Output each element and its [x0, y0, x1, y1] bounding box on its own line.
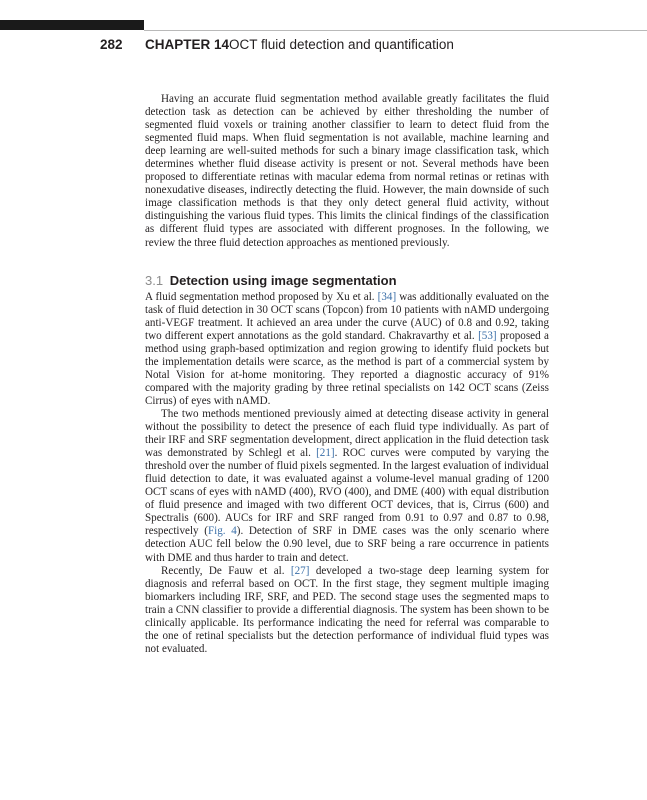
paragraph-text: Recently, De Fauw et al.	[161, 564, 291, 577]
section-heading	[145, 273, 549, 289]
section-title: Detection using image segmentation	[169, 272, 397, 288]
paragraph-text: The two methods mentioned previously aimed at detecting disease activity in general without the possibility to detect the presence of each fluid type individually. As part of their IRF and SRF segmentation development, direct application in the fluid detection task was demonstrated by Schlegl et al.	[145, 407, 549, 460]
running-head	[0, 36, 647, 54]
reference-link[interactable]: [34]	[377, 290, 397, 303]
paragraph-text: developed a two-stage deep learning system for diagnosis and referral based on OCT. In the first stage, they segment multiple imaging biomarkers including IRF, SRF, and PED. The second stage uses the segmented maps to train a CNN classifier to provide a differential diagnosis. The system has been shown to be clinically applicable. Its performance indicating the need for referral was comparable to the one of retinal specialists but the detection performance of individual fluid types was not evaluated.	[145, 564, 549, 655]
paragraph-text: was additionally evaluated on the task of fluid detection in 30 OCT scans (Topcon) from 10 patients with nAMD undergoing anti-VEGF treatment. It achieved an area under the curve (AUC) of 0.8 and 0.92, taking two different expert annotations as the gold standard. Chakravarthy et al.	[145, 290, 549, 342]
header-rule	[144, 30, 647, 31]
chapter-title: OCT fluid detection and quantification	[229, 37, 454, 52]
paragraph	[145, 291, 549, 408]
section-number: 3.1	[145, 272, 164, 288]
reference-link[interactable]: [27]	[290, 564, 310, 577]
body-text	[145, 93, 549, 656]
chapter-label: CHAPTER 14	[145, 37, 230, 52]
paragraph-text: ). Detection of SRF in DME cases was the only scenario where detection AUC fell below the 0.90 level, due to SRF being a rare occurrence in patients with DME and thus harder to train and detect.	[145, 525, 549, 564]
header-bar	[0, 20, 144, 30]
reference-link[interactable]: [53]	[478, 329, 497, 342]
figure-link[interactable]: Fig. 4	[207, 525, 237, 538]
paragraph	[145, 565, 549, 656]
paragraph: Having an accurate fluid segmentation method available greatly facilitates the fluid detection task as detection can be achieved by either thresholding the number of segmented fluid voxels or training another classifier to learn to detect fluid from the segmented fluid maps. When fluid segmentation is not available, machine learning and deep learning are well-suited methods for such a binary image classification task, which determines whether fluid disease activity is present or not. Several methods have been proposed to differentiate retinas with macular edema from normal retinas or retinas with nonexudative diseases, indirectly detecting the fluid. However, the main downside of such image classification methods is that they only detect general fluid activity, without distinguishing the various fluid types. This limits the clinical findings of the classification as different fluid types are associated with different prognoses. In the following, we review the three fluid detection approaches as mentioned previously.	[145, 93, 549, 249]
paragraph-text: A fluid segmentation method proposed by Xu et al.	[145, 290, 378, 303]
paragraph-text: proposed a method using graph-based optimization and region growing to identify fluid pockets but the implementation details were scarce, as the method is part of a commercial system by Notal Vision for at-home monitoring. They reported a diagnostic accuracy of 91% compared with the majority grading by three retinal specialists on 142 OCT scans (Zeiss Cirrus) of eyes with nAMD.	[145, 329, 549, 407]
reference-link[interactable]: [21]	[316, 447, 335, 460]
page-number: 282	[100, 37, 123, 52]
paragraph	[145, 408, 549, 565]
paragraph-text: . ROC curves were computed by varying the threshold over the number of fluid pixels segmented. In the largest evaluation of individual fluid detection to date, it was evaluated against a volume-level manual grading of 1200 OCT scans of eyes with nAMD (400), RVO (400), and DME (400) with equal distribution of fluid presence and imaged with two different OCT devices, that is, Cirrus (600) and Spectralis (600). AUCs for IRF and SRF ranged from 0.91 to 0.97 and 0.87 to 0.98, respectively (	[145, 447, 550, 538]
